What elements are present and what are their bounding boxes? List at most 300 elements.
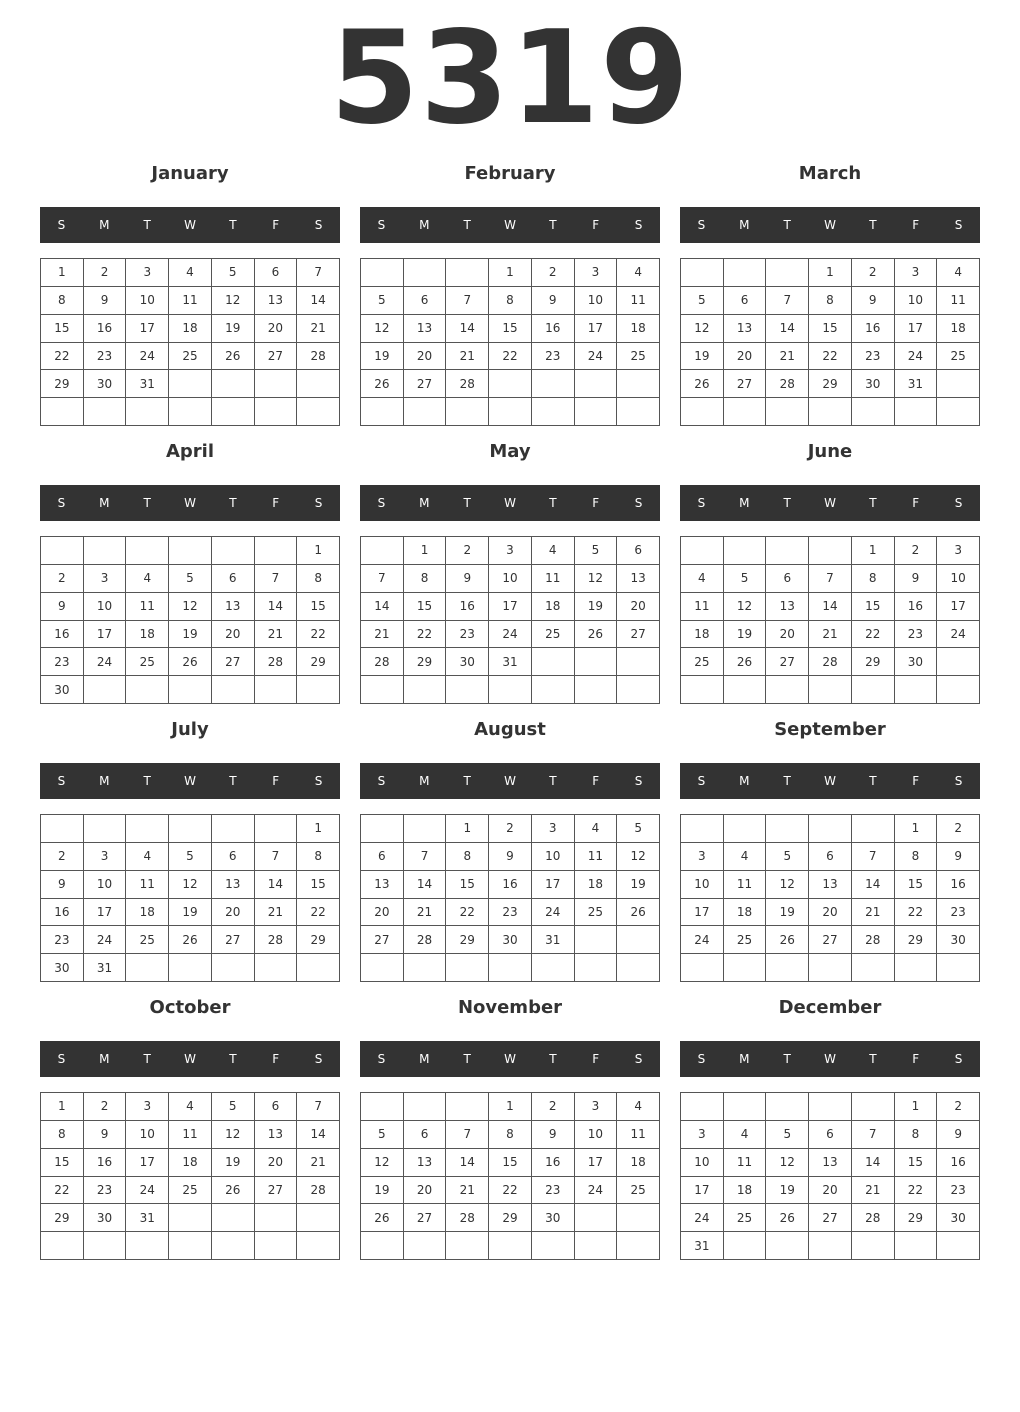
weekday-label: F (272, 496, 280, 510)
day-cell: 3 (126, 1093, 169, 1121)
day-cell: 8 (297, 565, 340, 593)
month-may (360, 437, 660, 707)
weekday-label: T (143, 496, 151, 510)
day-cell: 3 (575, 259, 618, 287)
day-grid (680, 814, 980, 982)
day-cell: 26 (212, 1177, 255, 1205)
empty-day-cell (681, 398, 724, 426)
empty-day-cell (895, 954, 938, 982)
weekday-label: F (912, 218, 920, 232)
day-cell: 7 (255, 565, 298, 593)
day-cell: 2 (532, 259, 575, 287)
empty-day-cell (809, 537, 852, 565)
day-cell: 20 (809, 1177, 852, 1205)
day-cell: 15 (852, 593, 895, 621)
day-cell: 29 (489, 1204, 532, 1232)
empty-day-cell (361, 676, 404, 704)
day-cell: 17 (681, 1177, 724, 1205)
month-name: October (149, 997, 231, 1018)
day-cell: 5 (766, 1121, 809, 1149)
day-cell: 24 (126, 343, 169, 371)
day-grid (40, 258, 340, 426)
day-cell: 9 (489, 843, 532, 871)
day-cell: 26 (617, 899, 660, 927)
day-cell: 9 (84, 287, 127, 315)
day-cell: 22 (489, 1177, 532, 1205)
day-cell: 11 (169, 1121, 212, 1149)
empty-day-cell (404, 954, 447, 982)
day-cell: 16 (41, 899, 84, 927)
empty-day-cell (255, 1232, 298, 1260)
day-cell: 19 (169, 621, 212, 649)
day-cell: 11 (126, 593, 169, 621)
day-cell: 5 (681, 287, 724, 315)
weekday-label: F (592, 774, 600, 788)
day-cell: 25 (681, 648, 724, 676)
day-cell: 2 (446, 537, 489, 565)
weekday-label: W (824, 1052, 836, 1066)
weekday-label: W (184, 774, 196, 788)
empty-day-cell (169, 1232, 212, 1260)
day-cell: 22 (404, 621, 447, 649)
day-cell: 16 (895, 593, 938, 621)
day-cell: 13 (766, 593, 809, 621)
day-cell: 26 (169, 648, 212, 676)
weekday-header (40, 207, 340, 243)
day-cell: 19 (681, 343, 724, 371)
day-cell: 8 (852, 565, 895, 593)
empty-day-cell (617, 1232, 660, 1260)
empty-day-cell (937, 676, 980, 704)
day-cell: 15 (297, 593, 340, 621)
weekday-label: W (184, 496, 196, 510)
day-cell: 14 (446, 1149, 489, 1177)
month-january (40, 159, 340, 429)
day-cell: 7 (297, 259, 340, 287)
weekday-header (680, 207, 980, 243)
empty-day-cell (361, 398, 404, 426)
day-cell: 16 (937, 871, 980, 899)
empty-day-cell (255, 815, 298, 843)
empty-day-cell (489, 1232, 532, 1260)
empty-day-cell (84, 537, 127, 565)
day-cell: 14 (297, 1121, 340, 1149)
day-cell: 11 (724, 871, 767, 899)
weekday-label: S (697, 774, 706, 788)
empty-day-cell (766, 676, 809, 704)
empty-day-cell (617, 926, 660, 954)
day-cell: 2 (41, 565, 84, 593)
day-cell: 13 (212, 871, 255, 899)
empty-day-cell (446, 1093, 489, 1121)
empty-day-cell (84, 815, 127, 843)
day-cell: 3 (895, 259, 938, 287)
day-cell: 13 (212, 593, 255, 621)
day-cell: 16 (41, 621, 84, 649)
empty-day-cell (575, 954, 618, 982)
day-cell: 15 (404, 593, 447, 621)
weekday-label: S (954, 774, 963, 788)
day-cell: 5 (766, 843, 809, 871)
empty-day-cell (809, 1093, 852, 1121)
weekday-label: T (869, 218, 877, 232)
day-cell: 7 (809, 565, 852, 593)
weekday-label: S (57, 1052, 66, 1066)
day-cell: 9 (532, 287, 575, 315)
day-cell: 19 (361, 343, 404, 371)
weekday-label: M (739, 774, 750, 788)
day-cell: 9 (41, 593, 84, 621)
day-cell: 26 (169, 926, 212, 954)
weekday-label: W (504, 496, 516, 510)
day-cell: 10 (84, 871, 127, 899)
empty-day-cell (297, 370, 340, 398)
weekday-label: T (549, 774, 557, 788)
empty-day-cell (809, 954, 852, 982)
day-cell: 13 (404, 1149, 447, 1177)
day-cell: 1 (404, 537, 447, 565)
day-cell: 13 (724, 315, 767, 343)
day-grid (40, 1092, 340, 1260)
weekday-label: T (143, 1052, 151, 1066)
day-cell: 28 (404, 926, 447, 954)
empty-day-cell (169, 1204, 212, 1232)
day-cell: 28 (446, 370, 489, 398)
day-cell: 19 (617, 871, 660, 899)
empty-day-cell (489, 676, 532, 704)
day-cell: 29 (852, 648, 895, 676)
day-cell: 22 (895, 1177, 938, 1205)
day-cell: 8 (297, 843, 340, 871)
day-cell: 11 (126, 871, 169, 899)
empty-day-cell (724, 1093, 767, 1121)
weekday-label: S (697, 1052, 706, 1066)
day-cell: 26 (361, 370, 404, 398)
empty-day-cell (766, 398, 809, 426)
weekday-label: W (824, 218, 836, 232)
day-cell: 14 (297, 287, 340, 315)
day-cell: 31 (895, 370, 938, 398)
weekday-label: S (377, 496, 386, 510)
empty-day-cell (126, 815, 169, 843)
empty-day-cell (446, 954, 489, 982)
day-cell: 22 (446, 899, 489, 927)
day-cell: 31 (126, 370, 169, 398)
day-cell: 19 (766, 899, 809, 927)
day-cell: 19 (724, 621, 767, 649)
day-cell: 11 (617, 287, 660, 315)
month-name: January (151, 163, 229, 184)
day-cell: 29 (895, 926, 938, 954)
empty-day-cell (404, 1093, 447, 1121)
weekday-label: F (912, 774, 920, 788)
empty-day-cell (766, 1093, 809, 1121)
day-cell: 29 (809, 370, 852, 398)
day-cell: 12 (212, 287, 255, 315)
empty-day-cell (575, 648, 618, 676)
empty-day-cell (169, 815, 212, 843)
weekday-label: T (869, 1052, 877, 1066)
day-cell: 28 (297, 343, 340, 371)
day-cell: 16 (446, 593, 489, 621)
day-cell: 12 (361, 1149, 404, 1177)
day-cell: 10 (532, 843, 575, 871)
day-cell: 18 (575, 871, 618, 899)
day-grid (360, 814, 660, 982)
day-cell: 25 (169, 1177, 212, 1205)
empty-day-cell (724, 398, 767, 426)
day-cell: 23 (937, 899, 980, 927)
weekday-label: S (634, 496, 643, 510)
weekday-label: M (419, 496, 430, 510)
day-cell: 6 (809, 843, 852, 871)
day-cell: 6 (617, 537, 660, 565)
day-cell: 31 (681, 1232, 724, 1260)
day-cell: 1 (489, 1093, 532, 1121)
day-cell: 25 (617, 343, 660, 371)
day-grid (360, 258, 660, 426)
day-cell: 20 (212, 621, 255, 649)
day-cell: 8 (41, 287, 84, 315)
weekday-label: S (634, 1052, 643, 1066)
day-cell: 9 (852, 287, 895, 315)
day-cell: 25 (126, 926, 169, 954)
empty-day-cell (809, 815, 852, 843)
weekday-label: S (954, 1052, 963, 1066)
empty-day-cell (361, 954, 404, 982)
weekday-label: T (229, 218, 237, 232)
weekday-label: T (463, 496, 471, 510)
empty-day-cell (809, 398, 852, 426)
weekday-header (360, 485, 660, 521)
day-cell: 2 (937, 815, 980, 843)
day-cell: 3 (681, 843, 724, 871)
day-grid (680, 536, 980, 704)
day-cell: 30 (446, 648, 489, 676)
empty-day-cell (937, 954, 980, 982)
month-name: May (489, 441, 531, 462)
day-cell: 16 (937, 1149, 980, 1177)
day-cell: 14 (809, 593, 852, 621)
weekday-label: T (143, 218, 151, 232)
day-cell: 7 (297, 1093, 340, 1121)
day-cell: 23 (84, 1177, 127, 1205)
day-cell: 20 (724, 343, 767, 371)
empty-day-cell (41, 537, 84, 565)
day-cell: 27 (212, 926, 255, 954)
day-cell: 24 (532, 899, 575, 927)
day-cell: 27 (766, 648, 809, 676)
day-cell: 6 (404, 1121, 447, 1149)
day-cell: 30 (852, 370, 895, 398)
day-cell: 19 (212, 315, 255, 343)
day-cell: 28 (255, 648, 298, 676)
day-cell: 18 (169, 1149, 212, 1177)
empty-day-cell (169, 954, 212, 982)
day-cell: 2 (84, 259, 127, 287)
empty-day-cell (532, 1232, 575, 1260)
month-october (40, 993, 340, 1263)
day-cell: 23 (532, 343, 575, 371)
day-cell: 27 (255, 343, 298, 371)
empty-day-cell (126, 398, 169, 426)
day-cell: 6 (809, 1121, 852, 1149)
empty-day-cell (255, 398, 298, 426)
day-cell: 27 (404, 370, 447, 398)
day-cell: 22 (41, 343, 84, 371)
weekday-label: S (314, 218, 323, 232)
day-cell: 3 (575, 1093, 618, 1121)
day-cell: 7 (446, 1121, 489, 1149)
weekday-label: T (143, 774, 151, 788)
empty-day-cell (84, 1232, 127, 1260)
day-cell: 20 (255, 1149, 298, 1177)
weekday-label: W (184, 1052, 196, 1066)
empty-day-cell (255, 370, 298, 398)
day-cell: 2 (852, 259, 895, 287)
day-cell: 19 (169, 899, 212, 927)
day-cell: 13 (404, 315, 447, 343)
empty-day-cell (681, 815, 724, 843)
day-cell: 3 (681, 1121, 724, 1149)
empty-day-cell (766, 1232, 809, 1260)
day-cell: 2 (895, 537, 938, 565)
day-cell: 24 (126, 1177, 169, 1205)
day-cell: 30 (84, 370, 127, 398)
day-cell: 15 (489, 315, 532, 343)
day-cell: 8 (809, 287, 852, 315)
day-cell: 21 (404, 899, 447, 927)
day-cell: 5 (575, 537, 618, 565)
weekday-label: T (463, 774, 471, 788)
weekday-label: T (869, 774, 877, 788)
day-grid (40, 814, 340, 982)
weekday-label: M (739, 1052, 750, 1066)
day-cell: 28 (852, 1204, 895, 1232)
weekday-label: W (504, 774, 516, 788)
day-cell: 12 (361, 315, 404, 343)
day-cell: 24 (575, 343, 618, 371)
day-cell: 9 (937, 843, 980, 871)
empty-day-cell (446, 398, 489, 426)
day-cell: 17 (575, 315, 618, 343)
day-cell: 6 (766, 565, 809, 593)
empty-day-cell (212, 815, 255, 843)
empty-day-cell (361, 1232, 404, 1260)
day-cell: 10 (895, 287, 938, 315)
day-cell: 21 (446, 343, 489, 371)
day-cell: 22 (852, 621, 895, 649)
empty-day-cell (212, 537, 255, 565)
empty-day-cell (575, 676, 618, 704)
day-cell: 26 (766, 1204, 809, 1232)
day-cell: 6 (255, 259, 298, 287)
day-cell: 29 (404, 648, 447, 676)
empty-day-cell (852, 398, 895, 426)
day-cell: 1 (297, 537, 340, 565)
day-cell: 6 (255, 1093, 298, 1121)
weekday-label: S (377, 1052, 386, 1066)
day-cell: 3 (937, 537, 980, 565)
empty-day-cell (126, 537, 169, 565)
day-cell: 20 (404, 1177, 447, 1205)
day-cell: 20 (617, 593, 660, 621)
day-cell: 16 (532, 315, 575, 343)
weekday-label: T (229, 774, 237, 788)
day-cell: 21 (255, 621, 298, 649)
weekday-label: F (912, 496, 920, 510)
day-cell: 16 (84, 1149, 127, 1177)
month-december (680, 993, 980, 1263)
weekday-label: T (549, 1052, 557, 1066)
empty-day-cell (404, 1232, 447, 1260)
day-cell: 15 (41, 1149, 84, 1177)
day-cell: 12 (681, 315, 724, 343)
empty-day-cell (532, 370, 575, 398)
day-cell: 17 (575, 1149, 618, 1177)
weekday-label: W (504, 218, 516, 232)
empty-day-cell (617, 398, 660, 426)
empty-day-cell (681, 676, 724, 704)
day-cell: 12 (724, 593, 767, 621)
empty-day-cell (937, 398, 980, 426)
day-cell: 12 (169, 593, 212, 621)
weekday-label: T (229, 496, 237, 510)
day-cell: 6 (212, 565, 255, 593)
day-cell: 8 (41, 1121, 84, 1149)
day-cell: 25 (724, 1204, 767, 1232)
month-february (360, 159, 660, 429)
day-cell: 12 (575, 565, 618, 593)
empty-day-cell (724, 537, 767, 565)
day-cell: 18 (126, 621, 169, 649)
empty-day-cell (446, 1232, 489, 1260)
day-cell: 13 (809, 1149, 852, 1177)
weekday-label: T (783, 496, 791, 510)
day-cell: 10 (681, 871, 724, 899)
day-cell: 22 (489, 343, 532, 371)
day-cell: 18 (724, 899, 767, 927)
day-cell: 17 (126, 315, 169, 343)
weekday-label: T (549, 496, 557, 510)
day-cell: 28 (446, 1204, 489, 1232)
day-cell: 25 (126, 648, 169, 676)
day-grid (680, 1092, 980, 1260)
empty-day-cell (297, 954, 340, 982)
day-cell: 2 (532, 1093, 575, 1121)
day-cell: 4 (126, 565, 169, 593)
day-cell: 30 (84, 1204, 127, 1232)
empty-day-cell (41, 398, 84, 426)
day-cell: 26 (724, 648, 767, 676)
empty-day-cell (84, 398, 127, 426)
empty-day-cell (41, 815, 84, 843)
month-april (40, 437, 340, 707)
day-cell: 10 (126, 1121, 169, 1149)
day-cell: 22 (895, 899, 938, 927)
empty-day-cell (617, 370, 660, 398)
day-cell: 1 (297, 815, 340, 843)
day-cell: 20 (212, 899, 255, 927)
day-cell: 24 (895, 343, 938, 371)
weekday-label: S (314, 1052, 323, 1066)
day-cell: 28 (766, 370, 809, 398)
day-cell: 22 (809, 343, 852, 371)
day-cell: 27 (361, 926, 404, 954)
day-cell: 23 (937, 1177, 980, 1205)
day-cell: 22 (41, 1177, 84, 1205)
day-cell: 14 (361, 593, 404, 621)
